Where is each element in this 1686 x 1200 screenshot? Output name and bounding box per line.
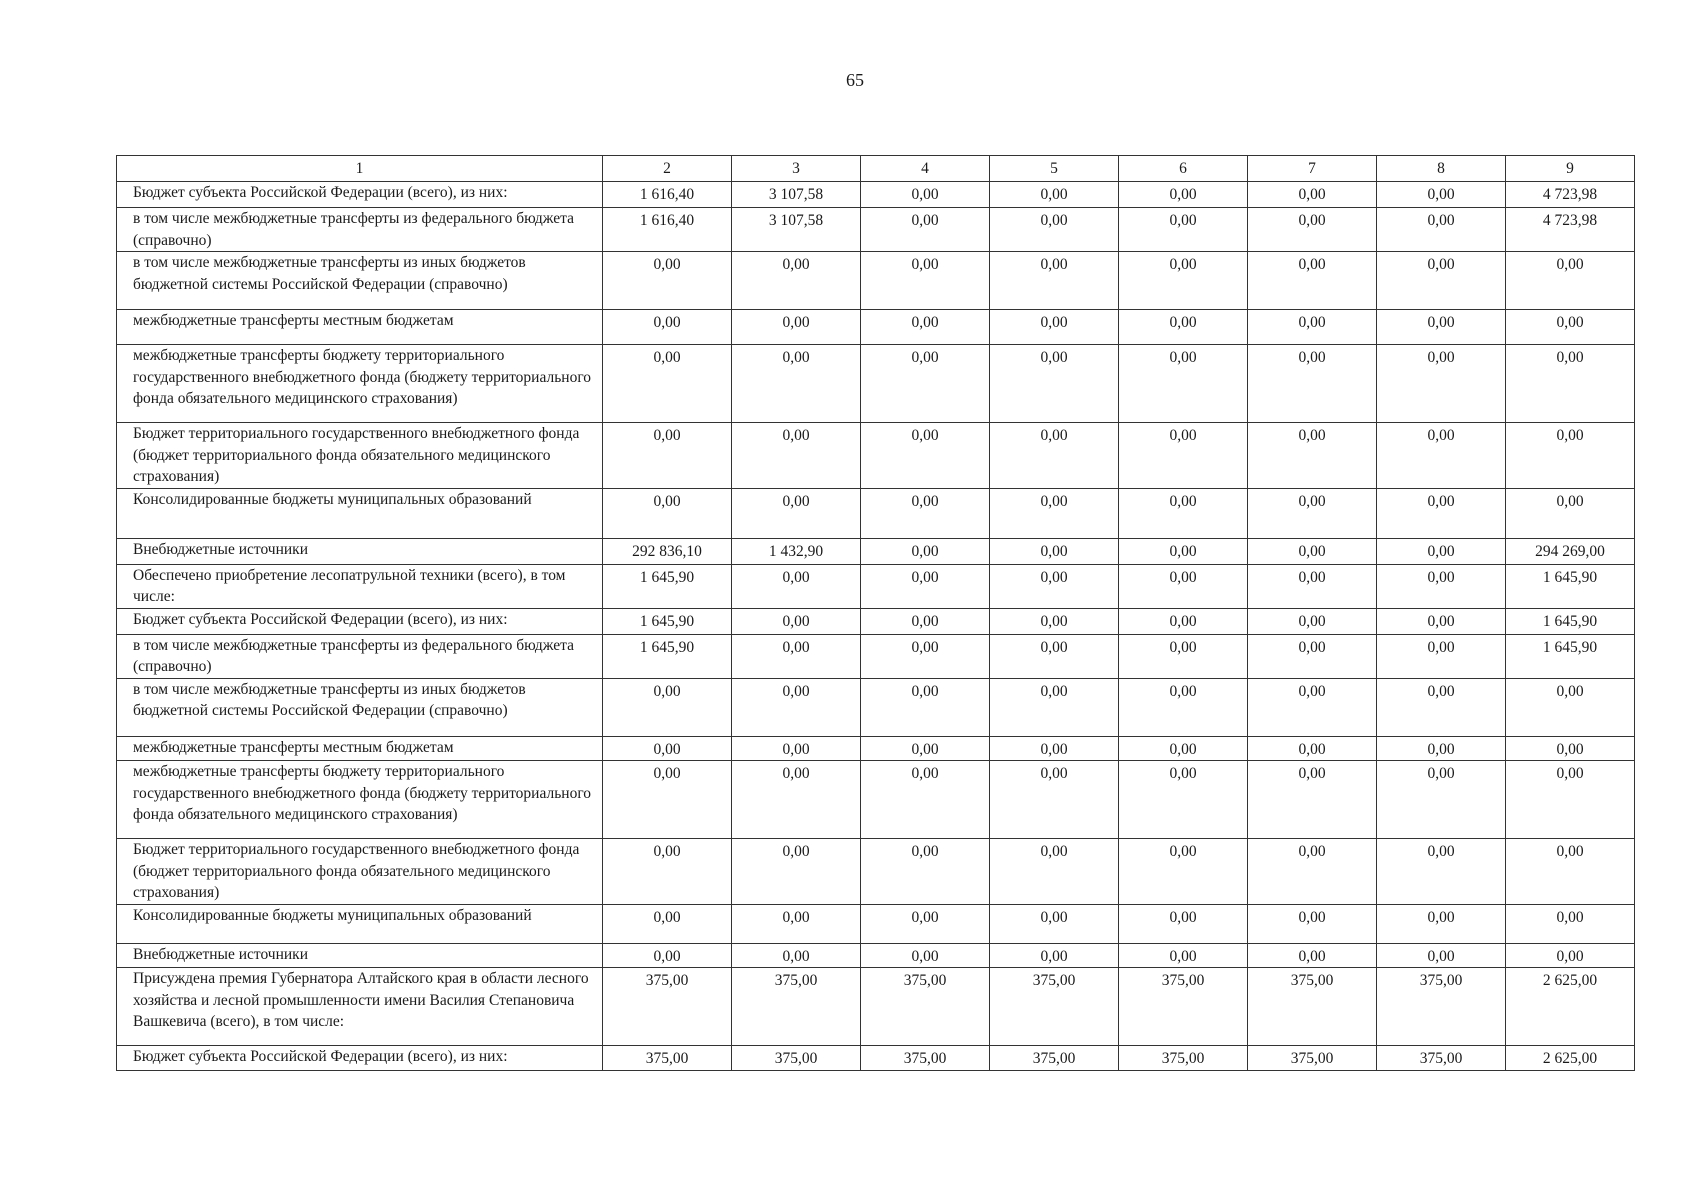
table-row (117, 345, 1635, 423)
row-value: 0,00 (990, 252, 1119, 310)
row-value: 1 645,90 (603, 608, 732, 634)
row-value: 1 645,90 (1506, 634, 1635, 678)
row-value: 375,00 (732, 968, 861, 1046)
row-value: 0,00 (603, 736, 732, 761)
row-value: 0,00 (1248, 736, 1377, 761)
row-value: 0,00 (1119, 761, 1248, 839)
row-value: 0,00 (1377, 736, 1506, 761)
row-value: 375,00 (1248, 968, 1377, 1046)
row-value: 0,00 (1119, 252, 1248, 310)
row-value: 0,00 (603, 488, 732, 538)
column-header: 4 (861, 156, 990, 182)
row-label: Бюджет территориального государственного внебюджетного фонда (бюджет территориального фонда обязательного медицинского страхования) (117, 839, 603, 905)
column-header: 5 (990, 156, 1119, 182)
row-value: 375,00 (732, 1046, 861, 1071)
row-value: 0,00 (1248, 488, 1377, 538)
row-value: 0,00 (1119, 904, 1248, 943)
row-value: 0,00 (1506, 761, 1635, 839)
row-value: 0,00 (1248, 345, 1377, 423)
column-header: 8 (1377, 156, 1506, 182)
row-value: 375,00 (990, 1046, 1119, 1071)
table-header-row (117, 156, 1635, 182)
row-label: в том числе межбюджетные трансферты из иных бюджетов бюджетной системы Российской Федерации (справочно) (117, 678, 603, 736)
row-value: 294 269,00 (1506, 538, 1635, 564)
table-row (117, 182, 1635, 208)
row-label: Бюджет субъекта Российской Федерации (всего), из них: (117, 182, 603, 208)
row-value: 0,00 (732, 943, 861, 968)
row-value: 2 625,00 (1506, 1046, 1635, 1071)
row-label: Бюджет субъекта Российской Федерации (всего), из них: (117, 1046, 603, 1071)
row-label: в том числе межбюджетные трансферты из федерального бюджета (справочно) (117, 208, 603, 252)
row-value: 0,00 (1377, 252, 1506, 310)
row-value: 0,00 (861, 564, 990, 608)
row-value: 0,00 (1119, 678, 1248, 736)
row-value: 375,00 (603, 968, 732, 1046)
row-value: 0,00 (1119, 608, 1248, 634)
row-value: 0,00 (732, 310, 861, 345)
row-value: 0,00 (990, 310, 1119, 345)
row-value: 0,00 (990, 182, 1119, 208)
table-row (117, 678, 1635, 736)
table-row (117, 252, 1635, 310)
row-value: 375,00 (1119, 1046, 1248, 1071)
row-value: 0,00 (1248, 182, 1377, 208)
row-value: 0,00 (861, 736, 990, 761)
row-value: 0,00 (1377, 608, 1506, 634)
table-row (117, 1046, 1635, 1071)
row-value: 0,00 (1506, 252, 1635, 310)
row-label: Консолидированные бюджеты муниципальных образований (117, 904, 603, 943)
row-value: 1 645,90 (1506, 608, 1635, 634)
row-value: 0,00 (732, 839, 861, 905)
row-value: 1 616,40 (603, 182, 732, 208)
row-value: 0,00 (861, 608, 990, 634)
row-value: 0,00 (1248, 538, 1377, 564)
row-value: 0,00 (1506, 310, 1635, 345)
row-value: 3 107,58 (732, 208, 861, 252)
row-value: 0,00 (1377, 761, 1506, 839)
table-row (117, 943, 1635, 968)
row-value: 0,00 (1119, 182, 1248, 208)
row-value: 0,00 (1248, 904, 1377, 943)
table-row (117, 761, 1635, 839)
row-value: 0,00 (1119, 943, 1248, 968)
row-label: Бюджет территориального государственного внебюджетного фонда (бюджет территориального фонда обязательного медицинского страхования) (117, 423, 603, 489)
row-value: 0,00 (603, 423, 732, 489)
row-value: 0,00 (1119, 488, 1248, 538)
row-value: 0,00 (990, 564, 1119, 608)
row-value: 1 616,40 (603, 208, 732, 252)
row-value: 0,00 (861, 252, 990, 310)
row-value: 0,00 (990, 943, 1119, 968)
column-header: 6 (1119, 156, 1248, 182)
row-value: 0,00 (732, 904, 861, 943)
row-value: 0,00 (1248, 678, 1377, 736)
row-value: 375,00 (861, 968, 990, 1046)
column-header: 3 (732, 156, 861, 182)
table-row (117, 488, 1635, 538)
row-label: Внебюджетные источники (117, 943, 603, 968)
row-label: межбюджетные трансферты местным бюджетам (117, 310, 603, 345)
table-row (117, 736, 1635, 761)
table-body (117, 182, 1635, 1071)
row-label: межбюджетные трансферты бюджету территориального государственного внебюджетного фонда (бюджету территориального фонда обязательного медицинского страхования) (117, 345, 603, 423)
row-value: 0,00 (1377, 345, 1506, 423)
row-value: 0,00 (1248, 608, 1377, 634)
row-value: 0,00 (603, 678, 732, 736)
row-value: 0,00 (990, 904, 1119, 943)
row-value: 0,00 (732, 488, 861, 538)
row-label: межбюджетные трансферты бюджету территориального государственного внебюджетного фонда (бюджету территориального фонда обязательного медицинского страхования) (117, 761, 603, 839)
row-value: 0,00 (1377, 423, 1506, 489)
row-value: 0,00 (732, 736, 861, 761)
row-value: 375,00 (990, 968, 1119, 1046)
row-value: 375,00 (861, 1046, 990, 1071)
table-row (117, 564, 1635, 608)
row-value: 0,00 (1377, 678, 1506, 736)
row-value: 0,00 (1377, 538, 1506, 564)
table-row (117, 208, 1635, 252)
column-header: 1 (117, 156, 603, 182)
column-header: 2 (603, 156, 732, 182)
row-value: 0,00 (861, 208, 990, 252)
row-value: 0,00 (861, 488, 990, 538)
row-value: 0,00 (990, 736, 1119, 761)
row-value: 0,00 (1248, 310, 1377, 345)
row-value: 0,00 (990, 345, 1119, 423)
row-value: 0,00 (732, 678, 861, 736)
row-value: 0,00 (990, 423, 1119, 489)
row-label: межбюджетные трансферты местным бюджетам (117, 736, 603, 761)
row-value: 0,00 (990, 608, 1119, 634)
table-row (117, 904, 1635, 943)
row-value: 0,00 (603, 345, 732, 423)
table-row (117, 423, 1635, 489)
row-label: Внебюджетные источники (117, 538, 603, 564)
row-value: 1 645,90 (603, 634, 732, 678)
row-value: 1 432,90 (732, 538, 861, 564)
table-row (117, 839, 1635, 905)
row-value: 0,00 (1248, 252, 1377, 310)
column-header: 7 (1248, 156, 1377, 182)
row-value: 0,00 (603, 252, 732, 310)
row-value: 0,00 (990, 488, 1119, 538)
row-value: 0,00 (861, 839, 990, 905)
row-value: 0,00 (1506, 345, 1635, 423)
row-value: 0,00 (732, 608, 861, 634)
row-value: 375,00 (1377, 1046, 1506, 1071)
row-value: 0,00 (732, 423, 861, 489)
row-label: Бюджет субъекта Российской Федерации (всего), из них: (117, 608, 603, 634)
row-value: 0,00 (1119, 208, 1248, 252)
row-value: 0,00 (1377, 310, 1506, 345)
row-label: в том числе межбюджетные трансферты из федерального бюджета (справочно) (117, 634, 603, 678)
row-value: 0,00 (1377, 564, 1506, 608)
row-value: 4 723,98 (1506, 208, 1635, 252)
row-value: 0,00 (861, 423, 990, 489)
row-value: 0,00 (990, 839, 1119, 905)
row-label: в том числе межбюджетные трансферты из иных бюджетов бюджетной системы Российской Федерации (справочно) (117, 252, 603, 310)
row-value: 0,00 (1377, 488, 1506, 538)
row-value: 375,00 (1377, 968, 1506, 1046)
row-value: 0,00 (603, 943, 732, 968)
row-value: 0,00 (1377, 943, 1506, 968)
row-value: 0,00 (603, 310, 732, 345)
row-value: 0,00 (1119, 839, 1248, 905)
row-value: 0,00 (1506, 678, 1635, 736)
row-value: 0,00 (1119, 736, 1248, 761)
row-value: 0,00 (1506, 943, 1635, 968)
row-value: 0,00 (1377, 904, 1506, 943)
row-value: 375,00 (1248, 1046, 1377, 1071)
row-value: 0,00 (990, 538, 1119, 564)
row-value: 0,00 (990, 761, 1119, 839)
row-value: 0,00 (861, 678, 990, 736)
table-row (117, 968, 1635, 1046)
table-row (117, 608, 1635, 634)
row-value: 0,00 (732, 252, 861, 310)
row-value: 0,00 (861, 634, 990, 678)
row-value: 0,00 (1506, 488, 1635, 538)
row-label: Присуждена премия Губернатора Алтайского края в области лесного хозяйства и лесной промышленности имени Василия Степановича Вашкевича (всего), в том числе: (117, 968, 603, 1046)
budget-table (116, 155, 1635, 1071)
row-value: 0,00 (990, 634, 1119, 678)
row-value: 4 723,98 (1506, 182, 1635, 208)
table-row (117, 634, 1635, 678)
row-value: 0,00 (732, 761, 861, 839)
row-value: 0,00 (1119, 538, 1248, 564)
row-value: 375,00 (1119, 968, 1248, 1046)
table-row (117, 310, 1635, 345)
row-value: 0,00 (1506, 904, 1635, 943)
row-value: 0,00 (861, 310, 990, 345)
row-value: 0,00 (732, 345, 861, 423)
row-value: 0,00 (1377, 208, 1506, 252)
row-value: 0,00 (1248, 208, 1377, 252)
row-value: 0,00 (1119, 345, 1248, 423)
row-label: Обеспечено приобретение лесопатрульной техники (всего), в том числе: (117, 564, 603, 608)
row-value: 1 645,90 (1506, 564, 1635, 608)
row-value: 0,00 (990, 208, 1119, 252)
row-value: 0,00 (861, 761, 990, 839)
row-value: 0,00 (1119, 310, 1248, 345)
row-value: 292 836,10 (603, 538, 732, 564)
row-value: 0,00 (861, 943, 990, 968)
table-row (117, 538, 1635, 564)
row-value: 0,00 (1506, 423, 1635, 489)
page-number: 65 (846, 70, 864, 90)
row-label: Консолидированные бюджеты муниципальных образований (117, 488, 603, 538)
row-value: 0,00 (1377, 182, 1506, 208)
row-value: 0,00 (732, 564, 861, 608)
row-value: 0,00 (1377, 634, 1506, 678)
row-value: 0,00 (603, 761, 732, 839)
row-value: 3 107,58 (732, 182, 861, 208)
row-value: 0,00 (1506, 839, 1635, 905)
row-value: 0,00 (1248, 634, 1377, 678)
row-value: 1 645,90 (603, 564, 732, 608)
row-value: 0,00 (990, 678, 1119, 736)
row-value: 375,00 (603, 1046, 732, 1071)
row-value: 0,00 (1119, 564, 1248, 608)
row-value: 0,00 (1248, 564, 1377, 608)
row-value: 0,00 (1377, 839, 1506, 905)
row-value: 0,00 (732, 634, 861, 678)
row-value: 0,00 (1248, 761, 1377, 839)
column-header: 9 (1506, 156, 1635, 182)
row-value: 0,00 (603, 839, 732, 905)
row-value: 0,00 (1248, 943, 1377, 968)
row-value: 0,00 (861, 345, 990, 423)
row-value: 0,00 (1506, 736, 1635, 761)
row-value: 0,00 (1119, 634, 1248, 678)
row-value: 0,00 (1248, 423, 1377, 489)
row-value: 0,00 (1119, 423, 1248, 489)
row-value: 0,00 (1248, 839, 1377, 905)
row-value: 0,00 (861, 904, 990, 943)
row-value: 0,00 (861, 182, 990, 208)
row-value: 0,00 (861, 538, 990, 564)
row-value: 2 625,00 (1506, 968, 1635, 1046)
row-value: 0,00 (603, 904, 732, 943)
